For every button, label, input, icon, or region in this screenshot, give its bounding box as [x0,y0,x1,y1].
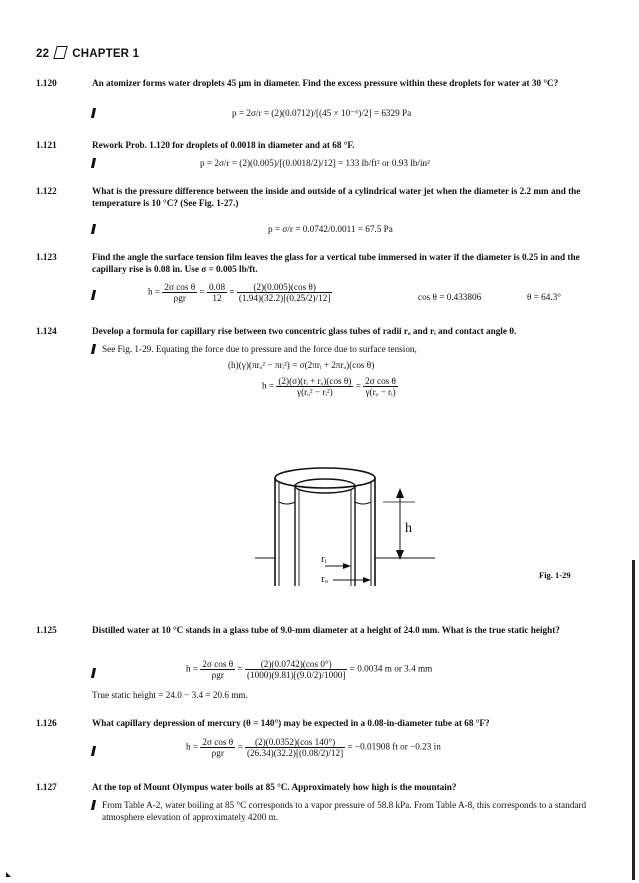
answer-marker-icon [91,746,96,756]
answer-marker-icon [91,224,96,234]
problem-number: 1.122 [36,186,57,196]
answer-marker-icon [91,344,96,354]
page-edge-bar [632,560,635,880]
problem-question: Rework Prob. 1.120 for droplets of 0.0018 in diameter and at 68 °F. [92,140,355,150]
problem-question: What capillary depression of mercury (θ = 140°) may be expected in a 0.08-in-diameter tube at 68 °F? [92,718,490,728]
answer-equation: h = $\frac{\text{2σ cos θ}}{\text{ρgr}}$ = $\frac{(2)(0.0742)(\cos 0^\circ)}{(1000)(9.81)[(9.0/2)/1000]}$ = 0.0034 m or 3.4 mm [186,659,433,680]
answer-equation: p = 2σ/r = (2)(0.005)/[(0.0018/2)/12] = 133 lb/ft² or 0.93 lb/in² [200,158,430,168]
corner-mark-icon [6,872,11,877]
answer-equation: h = $\frac{\text{2σ cos θ}}{\text{ρgr}}$ = $\frac{(2)(0.0352)(\cos 140^\circ)}{(26.34)(32.2)[(0.08/2)/12]}$ = −0.01908 ft or −0.23 in [186,737,441,758]
answer-marker-icon [91,108,96,118]
problem-number: 1.124 [36,326,57,336]
answer-marker-icon [91,158,96,168]
answer-equation: h = $\frac{\text{(2)(σ)(rᵢ + rₒ)(cos θ)}}{\text{γ(rₒ² − rᵢ²)}}$ = $\frac{\text{2σ cos θ}}{\text{γ(rₒ − rᵢ)}}$ [262,376,396,397]
answer-result: θ = 64.3° [527,292,561,302]
answer-marker-icon [91,800,96,810]
label-ro: rₒ [321,573,328,585]
page-number: 22 [36,48,50,60]
answer-marker-icon [91,290,96,300]
problem-question: An atomizer forms water droplets 45 μm in diameter. Find the excess pressure within these droplets for water at 30 °C? [92,78,559,88]
answer-equation: p = σ/r = 0.0742/0.0011 = 67.5 Pa [268,224,393,234]
chapter-title: CHAPTER 1 [72,48,140,60]
problem-number: 1.123 [36,252,57,262]
answer-marker-icon [91,668,96,678]
problem-number: 1.125 [36,625,57,635]
problem-question: Find the angle the surface tension film leaves the glass for a vertical tube immersed in water if the diameter is 0.25 in and the capillary rise is 0.08 in. Use σ = 0.005 lb/ft. [92,252,580,274]
problem-number: 1.121 [36,140,57,150]
problem-question: Distilled water at 10 °C stands in a glass tube of 9.0-mm diameter at a height of 24.0 mm. What is the true static height? [92,625,560,635]
problem-number: 1.126 [36,718,57,728]
answer-equation: (h)(γ)(πrₒ² − πrᵢ²) = σ(2πrᵢ + 2πrₒ)(cos θ) [228,360,375,370]
label-ri: rᵢ [321,553,327,565]
answer-equation: p = 2σ/r = (2)(0.0712)/[(45 × 10⁻⁶)/2] = 6329 Pa [232,108,412,118]
label-h: h [405,521,412,536]
answer-equation: h = $\frac{\text{2σ cos θ}}{\text{ρgr}}$ = $\frac{0.08}{12}$ = $\frac{\text{(2)(0.005)(cos θ)}}{(1.94)(32.2)[(0.25/2)/12]}$ [148,282,331,303]
page-header [36,46,139,60]
problem-question: What is the pressure difference between the inside and outside of a cylindrical water jet when the diameter is 2.2 mm and the temperature is 10 °C? (See Fig. 1-27.) [92,186,581,208]
problem-number: 1.127 [36,782,57,792]
problem-number: 1.120 [36,78,57,88]
problem-question: Develop a formula for capillary rise between two concentric glass tubes of radii rₒ and rᵢ and contact angle θ. [92,326,517,336]
problem-question: At the top of Mount Olympus water boils at 85 °C. Approximately how high is the mountain? [92,782,457,792]
header-separator-icon [53,46,67,59]
concentric-tubes-figure [255,462,435,592]
answer-result: cos θ = 0.433806 [418,292,482,302]
answer-text: From Table A-2, water boiling at 85 °C corresponds to a vapor pressure of 58.8 kPa. From Table A-8, this corresponds to a standard atmosphere elevation of approximately 4200 m. [102,800,587,822]
answer-text: See Fig. 1-29. Equating the force due to pressure and the force due to surface tension, [102,344,417,354]
answer-text: True static height = 24.0 − 3.4 = 20.6 mm. [92,690,248,700]
figure-caption: Fig. 1-29 [539,570,571,580]
